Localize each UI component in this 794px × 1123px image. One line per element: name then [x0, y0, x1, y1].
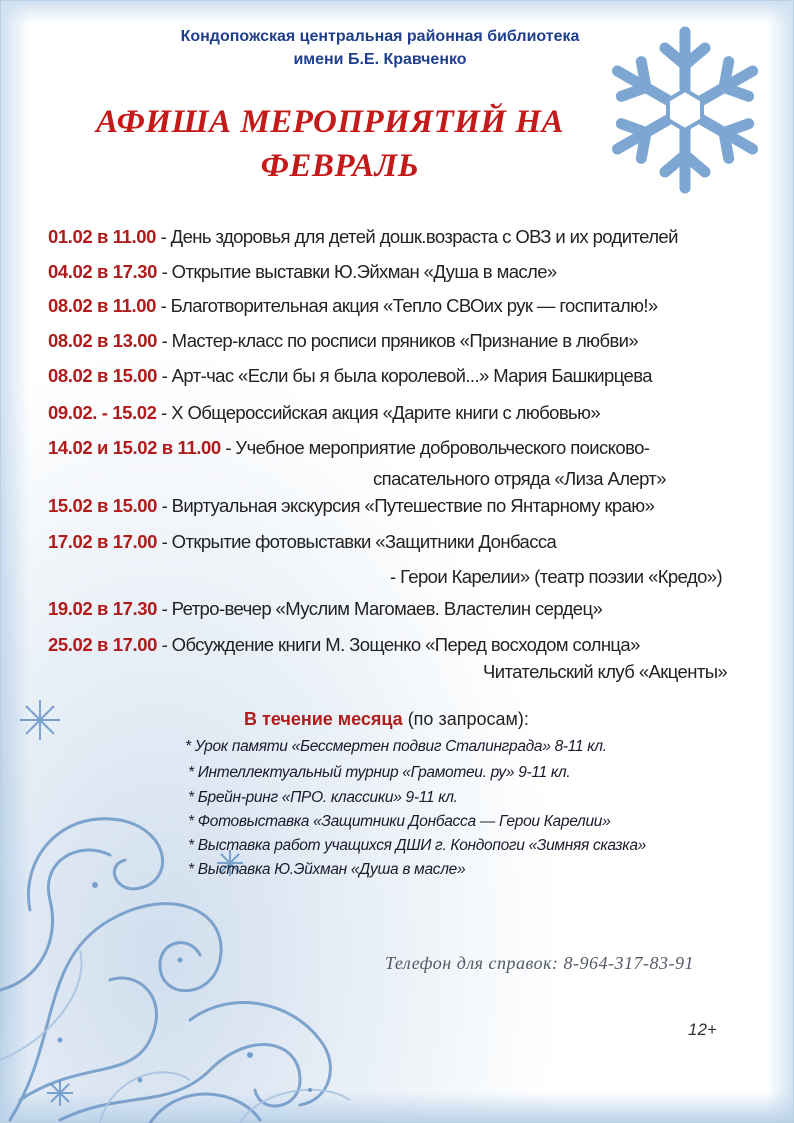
event-text: - Учебное мероприятие добровольческого поисково-	[220, 437, 650, 458]
library-name	[130, 25, 630, 71]
event-date: 08.02 в 15.00	[48, 365, 158, 386]
event-continuation: - Герои Карелии» (театр поэзии «Кредо»)	[390, 566, 723, 587]
event-item	[48, 330, 638, 352]
library-name-line1: Кондопожская центральная районная библиотека	[180, 28, 580, 45]
month-item: * Фотовыставка «Защитники Донбасса — Герои Карелии»	[188, 813, 611, 830]
event-text: - Открытие выставки Ю.Эйхман «Душа в масле»	[157, 261, 557, 282]
event-item	[48, 365, 652, 387]
event-date: 19.02 в 17.30	[48, 598, 158, 619]
event-text: - Благотворительная акция «Тепло СВОих рук — госпиталю!»	[156, 295, 658, 316]
event-date: 09.02. - 15.02	[48, 402, 157, 423]
month-heading	[244, 709, 529, 730]
event-item	[48, 295, 658, 317]
title-line2: ФЕВРАЛЬ	[260, 148, 420, 184]
event-text: - Ретро-вечер «Муслим Магомаев. Властелин сердец»	[157, 598, 603, 619]
event-date: 01.02 в 11.00	[48, 226, 157, 247]
event-item	[48, 402, 600, 424]
event-text: - Арт-час «Если бы я была королевой...» Мария Башкирцева	[157, 365, 652, 386]
event-continuation: спасательного отряда «Лиза Алерт»	[373, 468, 666, 489]
event-item	[48, 495, 654, 517]
month-heading-highlight: В течение месяца	[244, 709, 403, 729]
month-item: * Интеллектуальный турнир «Грамотеи. ру» 9-11 кл.	[188, 764, 571, 781]
event-text: - Открытие фотовыставки «Защитники Донбасса	[157, 531, 557, 552]
month-item: * Урок памяти «Бессмертен подвиг Сталинграда» 8-11 кл.	[185, 738, 607, 755]
event-date: 17.02 в 17.00	[48, 531, 158, 552]
title-line1: АФИША МЕРОПРИЯТИЙ НА	[95, 104, 565, 140]
month-heading-rest: (по запросам):	[402, 709, 529, 729]
event-item	[48, 598, 602, 620]
event-text: - День здоровья для детей дошк.возраста с ОВЗ и их родителей	[156, 226, 678, 247]
event-text: - Обсуждение книги М. Зощенко «Перед восходом солнца»	[157, 634, 640, 655]
event-item	[48, 437, 649, 459]
month-item: * Выставка работ учащихся ДШИ г. Кондопоги «Зимняя сказка»	[188, 837, 646, 854]
event-date: 14.02 и 15.02 в 11.00	[48, 437, 221, 458]
event-text: - Виртуальная экскурсия «Путешествие по Янтарному краю»	[157, 495, 655, 516]
phone-info: Телефон для справок: 8-964-317-83-91	[385, 953, 694, 973]
event-text: - Мастер-класс по росписи пряников «Признание в любви»	[157, 330, 639, 351]
age-rating-badge: 12+	[688, 1020, 717, 1039]
library-name-line2: имени Б.Е. Кравченко	[293, 51, 467, 68]
event-continuation: Читательский клуб «Акценты»	[483, 661, 728, 682]
event-item	[48, 531, 556, 553]
event-date: 08.02 в 13.00	[48, 330, 158, 351]
event-date: 15.02 в 15.00	[48, 495, 158, 516]
event-date: 04.02 в 17.30	[48, 261, 158, 282]
event-item	[48, 634, 640, 656]
event-date: 25.02 в 17.00	[48, 634, 158, 655]
month-item: * Выставка Ю.Эйхман «Душа в масле»	[188, 861, 466, 878]
event-item	[48, 226, 678, 248]
page-title	[40, 100, 620, 188]
event-date: 08.02 в 11.00	[48, 295, 157, 316]
month-item: * Брейн-ринг «ПРО. классики» 9-11 кл.	[188, 789, 458, 806]
event-text: - X Общероссийская акция «Дарите книги с любовью»	[156, 402, 601, 423]
event-item	[48, 261, 557, 283]
